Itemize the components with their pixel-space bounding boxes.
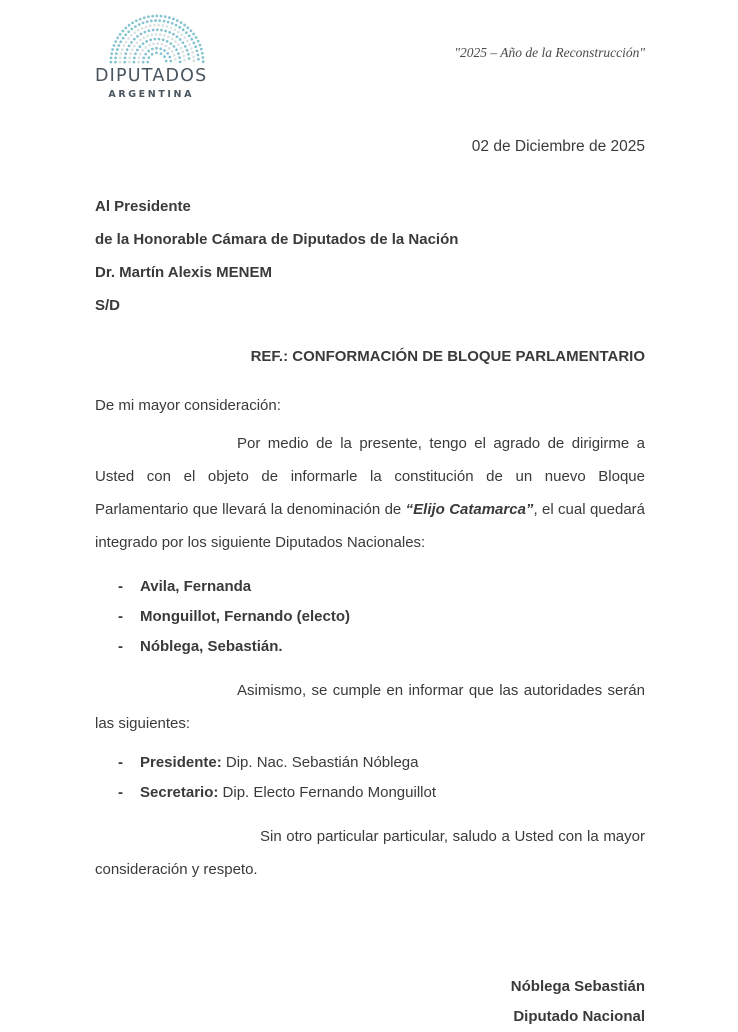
authority-entry <box>140 748 419 778</box>
authority-role: Presidente: <box>140 754 222 771</box>
paragraph-intro-part1: Por medio de la presente, tengo el agrado de dirigirme a Usted con el objeto de informarle la constitución de un nuevo Bloque Parlamentario que llevará la denominación de <box>95 435 645 518</box>
logo-title: DIPUTADOS <box>95 66 208 86</box>
dash-bullet: - <box>118 754 123 771</box>
member-name: Monguillot, Fernando (electo) <box>140 608 350 625</box>
members-list <box>95 572 645 662</box>
member-list-item <box>95 632 645 662</box>
authority-entry <box>140 778 436 808</box>
authority-name: Dip. Nac. Sebastián Nóblega <box>225 754 419 771</box>
authorities-list <box>95 748 645 808</box>
logo-subtitle: ARGENTINA <box>108 89 195 100</box>
authority-role: Secretario: <box>140 784 219 801</box>
hemicycle-icon <box>109 14 205 64</box>
signature-title: Diputado Nacional <box>513 1008 645 1025</box>
diputados-logo <box>95 14 207 100</box>
paragraph-intro <box>95 427 645 559</box>
recipient-line-3: Dr. Martín Alexis MENEM <box>95 264 272 281</box>
authority-name: Dip. Electo Fernando Monguillot <box>222 784 436 801</box>
recipient-block <box>95 190 645 322</box>
authority-list-item <box>95 778 645 808</box>
paragraph-intro-part2: , el cual quedará integrado por los siguiente Diputados Nacionales: <box>95 501 645 551</box>
bloc-name-emphasis: “Elijo Catamarca” <box>405 501 534 518</box>
paragraph-authorities: Asimismo, se cumple en informar que las autoridades serán las siguientes: <box>95 682 645 732</box>
dash-bullet: - <box>118 784 123 801</box>
signature-name: Nóblega Sebastián <box>510 978 645 995</box>
recipient-line-1: Al Presidente <box>95 198 191 215</box>
letterhead <box>95 14 645 100</box>
year-motto: "2025 – Año de la Reconstrucción" <box>454 45 645 60</box>
recipient-line-2: de la Honorable Cámara de Diputados de la Nación <box>95 231 459 248</box>
closing-paragraph: Sin otro particular particular, saludo a Usted con la mayor consideración y respeto. <box>95 828 645 878</box>
member-list-item <box>95 602 645 632</box>
subject-line: REF.: CONFORMACIÓN DE BLOQUE PARLAMENTARIO <box>250 348 645 365</box>
dash-bullet: - <box>118 638 123 655</box>
dash-bullet: - <box>118 608 123 625</box>
member-name: Avila, Fernanda <box>140 578 252 595</box>
salutation: De mi mayor consideración: <box>95 397 281 414</box>
authority-list-item <box>95 748 645 778</box>
signature-block <box>95 972 645 1032</box>
date-line: 02 de Diciembre de 2025 <box>471 138 645 155</box>
member-list-item <box>95 572 645 602</box>
dash-bullet: - <box>118 578 123 595</box>
recipient-line-4: S/D <box>95 297 121 314</box>
member-name: Nóblega, Sebastián. <box>140 638 283 655</box>
